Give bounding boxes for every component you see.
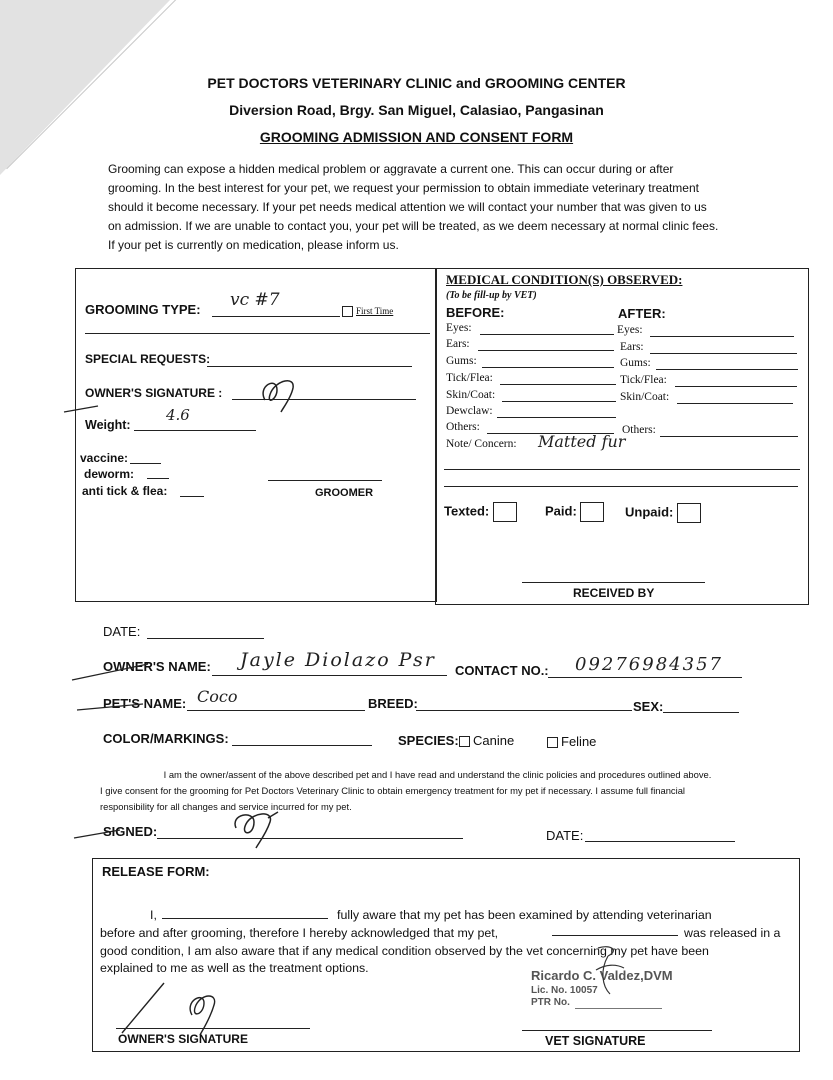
vet-signature-line[interactable]: [522, 1030, 712, 1031]
color-line[interactable]: [232, 745, 372, 746]
consent-date-line[interactable]: [585, 841, 735, 842]
intro-line: should it become necessary. If your pet needs medical attention we will contact your number that was given to us: [108, 200, 707, 214]
before-dewclaw-label: Dewclaw:: [446, 405, 493, 417]
owner-name-label: OWNER'S NAME:: [103, 659, 211, 674]
canine-label: Canine: [473, 733, 515, 748]
release-title: RELEASE FORM:: [102, 864, 210, 879]
medical-title: MEDICAL CONDITION(S) OBSERVED:: [446, 272, 683, 287]
vet-stamp-lic: Lic. No. 10057: [531, 985, 598, 996]
vet-stamp-ptr: PTR No.: [531, 997, 570, 1008]
consent-line: I give consent for the grooming for Pet Doctors Veterinary Clinic to obtain emergency treatment for my pet if necessary. I assume full financial: [100, 785, 685, 796]
release-pet-line[interactable]: [552, 935, 678, 936]
checkbox-icon[interactable]: [342, 306, 353, 317]
vaccine-label: vaccine:: [80, 451, 129, 465]
date-label: DATE:: [103, 624, 141, 639]
before-tickflea-line[interactable]: [500, 384, 616, 385]
pet-name-line: [187, 710, 365, 711]
pen-stroke-mark: [60, 400, 100, 416]
note-line-2[interactable]: [444, 486, 798, 487]
owner-name-value[interactable]: Jayle Diolazo Psr: [240, 649, 436, 671]
checkbox-icon[interactable]: [677, 503, 701, 523]
groomer-signature-line[interactable]: [268, 480, 382, 481]
before-tickflea-label: Tick/Flea:: [446, 372, 493, 384]
before-ears-label: Ears:: [446, 338, 470, 350]
sex-label: SEX:: [633, 699, 664, 714]
after-others-label: Others:: [622, 424, 656, 436]
weight-label: Weight:: [85, 418, 131, 432]
consent-date-label: DATE:: [546, 828, 584, 843]
before-gums-label: Gums:: [446, 355, 477, 367]
owner-signature-mark: [228, 806, 288, 850]
release-text-2b: was released in a: [684, 926, 781, 940]
grooming-box: [75, 268, 437, 602]
weight-line: [134, 430, 256, 431]
grooming-extra-line: [85, 333, 430, 334]
first-time-label: First Time: [356, 306, 394, 316]
grooming-type-value[interactable]: vc #7: [230, 290, 280, 310]
color-label: COLOR/MARKINGS:: [103, 731, 229, 746]
date-line[interactable]: [147, 638, 264, 639]
note-concern-label: Note/ Concern:: [446, 438, 517, 450]
release-owner-signature-label: OWNER'S SIGNATURE: [118, 1032, 248, 1046]
received-by-line[interactable]: [522, 582, 705, 583]
before-label: BEFORE:: [446, 305, 505, 320]
contact-value[interactable]: 09276984357: [575, 654, 723, 675]
unpaid-checkbox[interactable]: [625, 503, 701, 523]
paid-label: Paid:: [545, 503, 577, 519]
before-skincoat-label: Skin/Coat:: [446, 389, 496, 401]
vaccine-line[interactable]: [130, 463, 161, 464]
vet-stamp-name: Ricardo C. Valdez,DVM: [531, 968, 673, 983]
release-text-2a: before and after grooming, therefore I hereby acknowledged that my pet,: [100, 926, 499, 940]
signed-line[interactable]: [157, 838, 463, 839]
contact-line: [548, 677, 742, 678]
after-ears-label: Ears:: [620, 341, 644, 353]
after-others-line[interactable]: [660, 436, 798, 437]
strike-mark: [72, 826, 122, 840]
before-others-label: Others:: [446, 421, 480, 433]
grooming-type-label: GROOMING TYPE:: [85, 302, 201, 317]
species-label: SPECIES:: [398, 733, 459, 748]
texted-label: Texted:: [444, 503, 490, 519]
strike-mark: [75, 698, 145, 714]
weight-value[interactable]: 4.6: [166, 406, 190, 424]
ptr-line: [575, 1008, 662, 1009]
contact-label: CONTACT NO.:: [455, 663, 549, 678]
after-ears-line[interactable]: [650, 353, 797, 354]
received-by-label: RECEIVED BY: [573, 586, 655, 600]
deworm-label: deworm:: [84, 467, 135, 481]
release-text-4: explained to me as well as the treatment options.: [100, 961, 369, 975]
breed-label: BREED:: [368, 696, 418, 711]
vet-signature-label: VET SIGNATURE: [545, 1034, 646, 1048]
note-line-1[interactable]: [444, 469, 800, 470]
consent-line: I am the owner/assent of the above described pet and I have read and understand the clinic policies and procedures outlined above.: [163, 769, 712, 780]
before-eyes-line[interactable]: [480, 334, 614, 335]
breed-line[interactable]: [416, 710, 632, 711]
feline-option[interactable]: [547, 734, 596, 749]
before-skincoat-line[interactable]: [502, 401, 616, 402]
release-text-1: fully aware that my pet has been examined by attending veterinarian: [337, 908, 712, 922]
antitick-line[interactable]: [180, 496, 204, 497]
before-dewclaw-line[interactable]: [497, 417, 616, 418]
sex-line[interactable]: [663, 712, 739, 713]
vet-signature-mark: [590, 940, 630, 996]
after-tickflea-line[interactable]: [675, 386, 797, 387]
clinic-address: Diversion Road, Brgy. San Miguel, Calasiao, Pangasinan: [229, 102, 604, 118]
after-gums-line[interactable]: [656, 369, 798, 370]
unpaid-label: Unpaid:: [625, 504, 674, 520]
pet-name-value[interactable]: Coco: [197, 687, 238, 706]
release-owner-signature-line[interactable]: [116, 1028, 310, 1029]
feline-label: Feline: [561, 734, 597, 749]
form-title: GROOMING ADMISSION AND CONSENT FORM: [259, 129, 574, 145]
after-gums-label: Gums:: [620, 357, 651, 369]
pet-name-label: PET'S NAME:: [103, 696, 187, 711]
checkbox-icon[interactable]: [580, 502, 604, 522]
checkbox-icon[interactable]: [547, 737, 558, 748]
special-requests-line[interactable]: [207, 366, 412, 367]
grooming-type-line: [212, 316, 340, 317]
intro-line: grooming. In the best interest for your pet, we request your permission to obtain immediate veterinary treatment: [108, 181, 699, 195]
owner-signature-label: OWNER'S SIGNATURE :: [85, 386, 223, 400]
strike-mark: [70, 660, 150, 684]
after-skincoat-line[interactable]: [677, 403, 793, 404]
checkbox-icon[interactable]: [493, 502, 517, 522]
intro-line: on admission. If we are unable to contact you, your pet will be treated, as we deem necessary at normal clinic fees.: [108, 219, 719, 233]
special-requests-label: SPECIAL REQUESTS:: [85, 352, 211, 366]
after-eyes-label: Eyes:: [617, 324, 643, 336]
medical-subtitle: (To be fill-up by VET): [446, 290, 537, 301]
intro-line: If your pet is currently on medication, please inform us.: [108, 238, 399, 252]
release-i-label: I,: [150, 908, 157, 922]
consent-line: responsibility for all changes and service incurred for my pet.: [100, 801, 352, 812]
antitick-label: anti tick & flea:: [82, 484, 168, 498]
release-text-3: good condition, I am also aware that if any medical condition observed by the vet concerning my pet have been: [100, 944, 709, 958]
paid-checkbox[interactable]: [545, 502, 604, 522]
before-eyes-label: Eyes:: [446, 322, 472, 334]
signed-label: SIGNED:: [103, 824, 158, 839]
owner-name-line: [212, 675, 447, 676]
checkbox-icon[interactable]: [459, 736, 470, 747]
before-gums-line[interactable]: [482, 367, 614, 368]
texted-checkbox[interactable]: [444, 502, 517, 522]
deworm-line[interactable]: [147, 478, 169, 479]
intro-line: Grooming can expose a hidden medical problem or aggravate a current one. This can occur during or after: [108, 162, 674, 176]
after-skincoat-label: Skin/Coat:: [620, 391, 670, 403]
consent-paragraph: [100, 767, 775, 815]
first-time-checkbox[interactable]: [342, 306, 393, 317]
after-tickflea-label: Tick/Flea:: [620, 374, 667, 386]
before-ears-line[interactable]: [478, 350, 614, 351]
after-label: AFTER:: [618, 306, 666, 321]
release-name-line[interactable]: [162, 918, 328, 919]
owner-signature-mark: [255, 372, 305, 414]
after-eyes-line[interactable]: [650, 336, 794, 337]
canine-option[interactable]: [459, 733, 514, 748]
groomer-label: GROOMER: [315, 487, 374, 499]
note-concern-value[interactable]: Matted fur: [538, 432, 626, 451]
clinic-name: PET DOCTORS VETERINARY CLINIC and GROOMING CENTER: [207, 75, 626, 91]
intro-paragraph: [108, 160, 750, 255]
